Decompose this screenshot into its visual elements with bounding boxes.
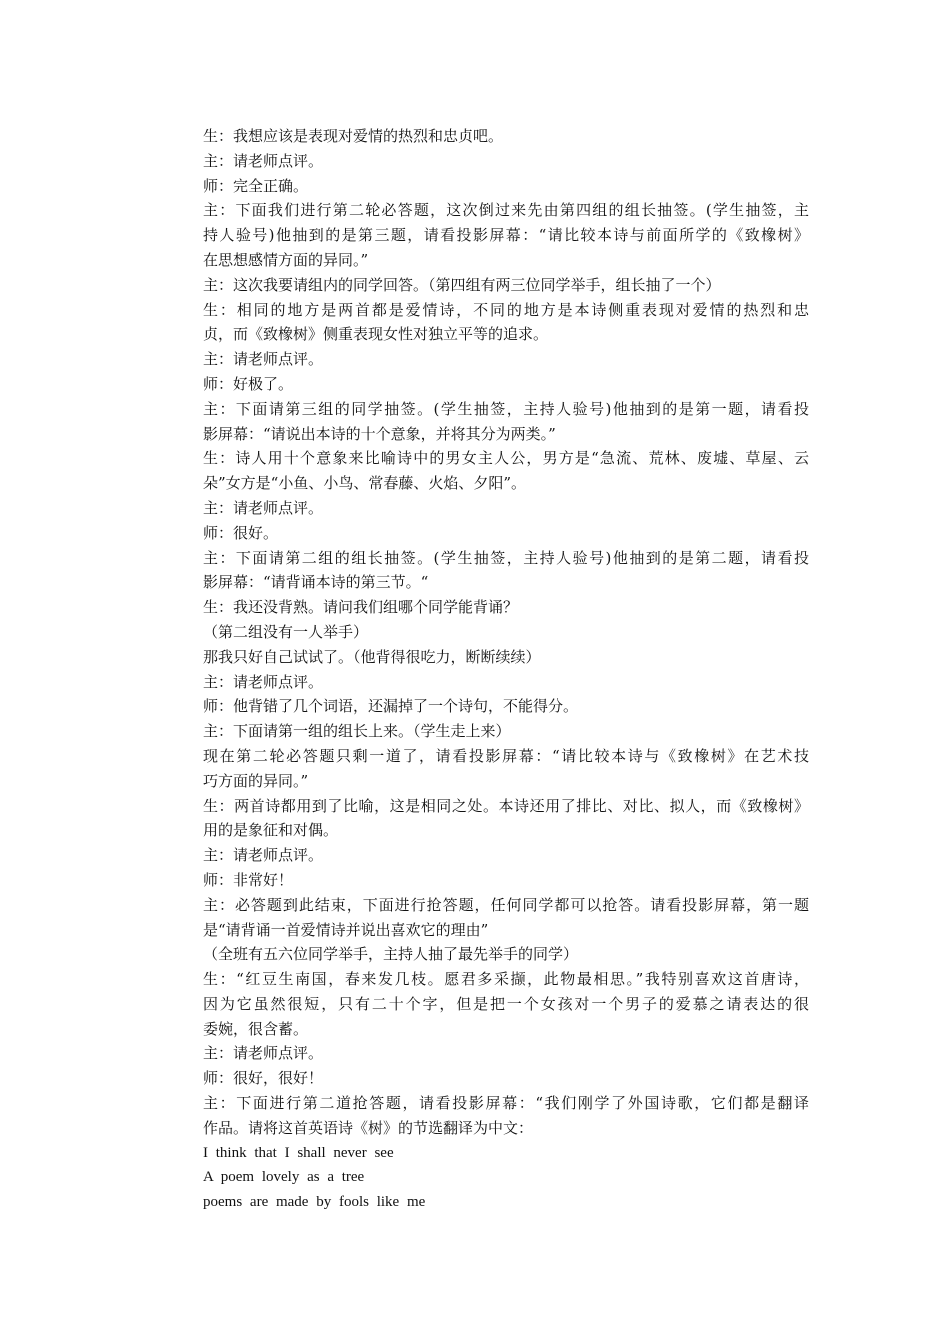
text-line: 主：这次我要请组内的同学回答。（第四组有两三位同学举手，组长抽了一个）: [203, 275, 721, 294]
text-line: 师：好极了。: [203, 374, 294, 393]
english-poem-line: poems are made by fools like me: [203, 1194, 426, 1211]
text-line: 生：我想应该是表现对爱情的热烈和忠贞吧。: [203, 127, 504, 145]
text-line: 因为它虽然很短，只有二十个字，但是把一个女孩对一个男子的爱慕之请表达的很: [203, 994, 809, 1013]
text-line: 朵”女方是“小鱼、小鸟、常春藤、火焰、夕阳”。: [203, 474, 527, 493]
text-line: 师：很好，很好！: [203, 1069, 324, 1088]
text-line: 贞，而《致橡树》侧重表现女性对独立平等的追求。: [203, 325, 549, 344]
text-line: 那我只好自己试试了。（他背得很吃力，断断续续）: [203, 647, 541, 666]
text-line: 主：请老师点评。: [203, 151, 324, 170]
english-poem-line: A poem lovely as a tree: [203, 1169, 365, 1186]
text-line: 生：诗人用十个意象来比喻诗中的男女主人公，男方是“急流、荒林、废墟、草屋、云: [203, 449, 809, 468]
text-line: 师：非常好！: [203, 870, 294, 889]
document-body: [203, 124, 809, 1215]
text-line: 生：“红豆生南国，春来发几枝。愿君多采撷，此物最相思。”我特别喜欢这首唐诗，: [203, 970, 809, 989]
text-line: 生：我还没背熟。请问我们组哪个同学能背诵？: [203, 598, 519, 617]
text-line: （全班有五六位同学举手，主持人抽了最先举手的同学）: [203, 945, 579, 964]
text-line: 主：下面进行第二道抢答题，请看投影屏幕：“我们刚学了外国诗歌，它们都是翻译: [203, 1094, 809, 1113]
text-line: 师：很好。: [203, 523, 279, 542]
text-line: 作品。请将这首英语诗《树》的节选翻译为中文：: [203, 1118, 534, 1137]
text-line: 主：请老师点评。: [203, 846, 324, 865]
text-line: 主：请老师点评。: [203, 350, 324, 369]
text-line: 生：两首诗都用到了比喻，这是相同之处。本诗还用了排比、对比、拟人，而《致橡树》: [203, 796, 809, 815]
text-line: 主：请老师点评。: [203, 1044, 324, 1063]
text-line: （第二组没有一人举手）: [203, 622, 369, 641]
text-line: 主：下面请第二组的组长抽签。(学生抽签，主持人验号)他抽到的是第二题，请看投: [203, 548, 809, 567]
text-line: 影屏幕：“请背诵本诗的第三节。“: [203, 573, 429, 592]
text-line: 生：相同的地方是两首都是爱情诗，不同的地方是本诗侧重表现对爱情的热烈和忠: [203, 300, 809, 319]
text-line: 主：下面请第一组的组长上来。（学生走上来）: [203, 722, 511, 741]
text-line: 主：请老师点评。: [203, 498, 324, 517]
text-line: 主：必答题到此结束，下面进行抢答题，任何同学都可以抢答。请看投影屏幕，第一题: [203, 895, 809, 914]
text-line: 巧方面的异同。”: [203, 771, 309, 790]
text-line: 是“请背诵一首爱情诗并说出喜欢它的理由”: [203, 920, 489, 939]
text-line: 主：下面请第三组的同学抽签。(学生抽签，主持人验号)他抽到的是第一题，请看投: [203, 399, 809, 418]
text-line: 影屏幕：“请说出本诗的十个意象，并将其分为两类。”: [203, 424, 556, 443]
text-line: 主：下面我们进行第二轮必答题，这次倒过来先由第四组的组长抽签。(学生抽签，主: [203, 201, 809, 220]
english-poem-line: I think that I shall never see: [203, 1144, 394, 1161]
text-line: 现在第二轮必答题只剩一道了，请看投影屏幕：“请比较本诗与《致橡树》在艺术技: [203, 746, 809, 765]
text-line: 在思想感情方面的异同。”: [203, 250, 369, 269]
text-line: 师：完全正确。: [203, 176, 309, 195]
text-line: 师：他背错了几个词语，还漏掉了一个诗句，不能得分。: [203, 697, 579, 716]
text-line: 主：请老师点评。: [203, 672, 324, 691]
text-line: 持人验号)他抽到的是第三题，请看投影屏幕：“请比较本诗与前面所学的《致橡树》: [203, 226, 809, 245]
text-line: 委婉，很含蓄。: [203, 1019, 309, 1038]
text-line: 用的是象征和对偶。: [203, 821, 339, 840]
